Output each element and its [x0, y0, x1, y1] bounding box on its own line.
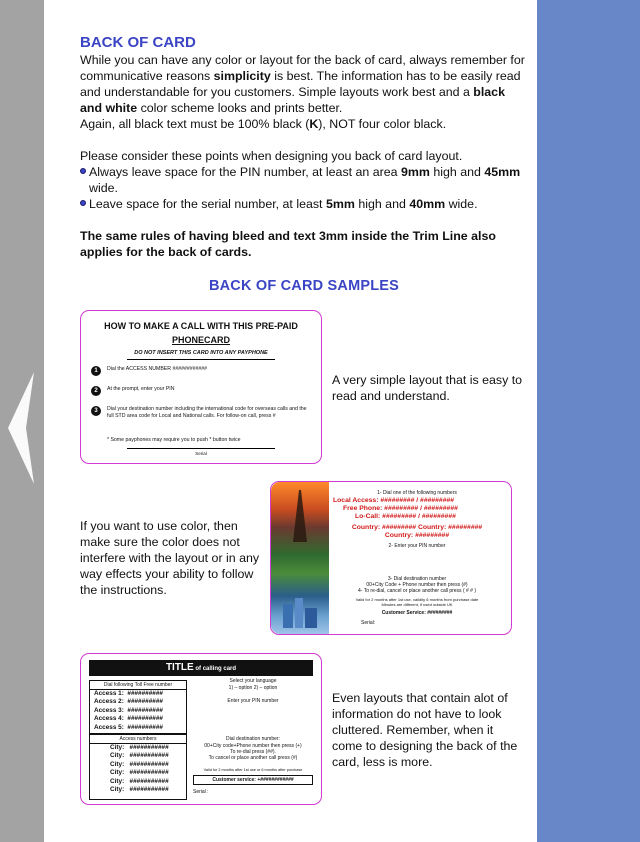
card3-title: TITLE — [165, 662, 194, 673]
step-text: Dial the ACCESS NUMBER ############ — [107, 366, 208, 372]
card3-language-options: 1) – option 2) – option — [228, 685, 278, 691]
card3-dest-1: Dial destination number: — [226, 736, 280, 742]
caption-detailed-layout: Even layouts that contain alot of information do not have to look cluttered. Remember, when it come to designing the back of the card, less is more. — [332, 691, 518, 769]
text-run: While you can have any color or layout for the back of card, always remember for communicative reasons — [80, 53, 525, 83]
text-run: wide. — [445, 197, 478, 211]
card3-title-suffix: of calling card — [193, 666, 237, 672]
sample-card-color — [270, 481, 512, 635]
card2-country-row: Country: ######### Country: ######### — [351, 524, 483, 531]
paragraph-intro — [80, 52, 528, 116]
text-run: Always leave space for the PIN number, at least an area — [89, 165, 401, 179]
step-text: Dial your destination number including the international code for overseas calls and the full STD area code for Local and National calls. For follow-on call, press # — [107, 406, 307, 419]
card2-dest-3: 4- To re-dial, cancel or place another call press ( # # ) — [357, 588, 477, 594]
city-row: City: ########### — [110, 769, 169, 777]
card2-instruction-1: 1- Dial one of the following numbers — [377, 490, 457, 496]
text-bold: 9mm — [401, 165, 430, 179]
card2-customer-service: Customer Service: ######### — [381, 610, 453, 616]
card2-serial: Serial: — [361, 620, 376, 626]
card2-enter-pin: 2- Enter your PIN number — [388, 543, 446, 549]
caption-simple-layout: A very simple layout that is easy to read and understand. — [332, 373, 523, 403]
text-run: high and — [429, 165, 485, 179]
card1-step — [91, 386, 311, 393]
text-bold: black and white — [80, 85, 505, 115]
bullet-pin-space — [80, 164, 528, 196]
text-bold: simplicity — [213, 69, 271, 83]
document-page — [44, 0, 537, 842]
card3-tollfree-box — [89, 680, 187, 734]
eiffel-tower-icon — [271, 482, 329, 634]
bullet-dot-icon — [80, 200, 86, 206]
text-bold: 5mm — [325, 197, 355, 211]
step-number-badge: 3 — [91, 406, 101, 416]
sample-card-simple — [80, 310, 322, 464]
card1-step — [91, 366, 311, 373]
text-run: 3mm — [318, 229, 348, 243]
card3-customer-service: Customer service: +############ — [193, 775, 313, 785]
samples-heading: BACK OF CARD SAMPLES — [208, 278, 400, 294]
paragraph-rules — [80, 228, 528, 260]
text-run: Leave space for the serial number, at least — [89, 197, 326, 211]
card1-title-line1: HOW TO MAKE A CALL WITH THIS PRE-PAID — [104, 321, 298, 331]
card1-divider — [127, 359, 275, 360]
step-number-badge: 2 — [91, 386, 101, 396]
text-bold: K — [309, 117, 319, 131]
section-heading: BACK OF CARD — [80, 34, 196, 51]
card3-enter-pin: Enter your PIN number — [227, 698, 279, 704]
card1-title — [81, 319, 321, 347]
card3-serial: Serial : — [193, 789, 209, 795]
card3-dest-2: 00+City code+Phone number then press (+) — [204, 743, 302, 749]
card2-valid-2: Minutes are different, if used outside UK — [381, 602, 453, 607]
card1-subtitle: DO NOT INSERT THIS CARD INTO ANY PAYPHONE — [134, 350, 268, 356]
card3-dest-3: To re-dial press (##). — [230, 749, 276, 755]
previous-page-arrow-icon[interactable] — [8, 372, 34, 484]
text-run: inside the Trim Line also applies for the back of cards. — [80, 229, 496, 259]
card2-local-access: Local Access: ######### / ######### — [333, 497, 455, 504]
card1-title-line2: PHONECARD — [171, 335, 230, 345]
text-run: ), NOT four color black. — [318, 117, 447, 131]
city-row: City: ########### — [110, 777, 169, 785]
access-row: Access 4: ########## — [94, 715, 163, 723]
card1-divider — [127, 448, 275, 449]
card2-dest-2: 00+City Code + Phone number then press (#) — [366, 582, 468, 588]
paragraph-black-text — [80, 116, 528, 132]
card1-serial: Serial — [195, 451, 207, 456]
bullet-dot-icon — [80, 168, 86, 174]
access-row: Access 5: ########## — [94, 723, 163, 731]
card2-country-single: Country: ######### — [384, 532, 450, 539]
access-row: Access 2: ########## — [94, 698, 163, 706]
step-text: At the prompt, enter your PIN — [107, 386, 175, 392]
city-row: City: ########### — [110, 752, 169, 760]
city-row: City: ########### — [110, 760, 169, 768]
card2-valid-1: Valid for 2 months after 1st use, validity 6 months from purchase date — [355, 597, 479, 602]
text-bold: 45mm — [484, 165, 521, 179]
card2-lo-call: Lo-Call: ######### / ######### — [355, 513, 456, 520]
card3-title-bar — [89, 660, 313, 676]
card3-tollfree-header: Dial following Toll Free number — [90, 681, 186, 690]
access-row: Access 3: ########## — [94, 706, 163, 714]
sample-card-detailed — [80, 653, 322, 805]
caption-color-layout: If you want to use color, then make sure the color does not interfere with the layout or in any way effects your ability to follow the instructions. — [80, 519, 260, 597]
card2-dest-1: 3- Dial destination number — [387, 576, 447, 582]
right-margin-strip — [537, 0, 640, 842]
card2-free-phone: Free Phone: ######### / ######### — [343, 505, 458, 512]
card1-note: * Some payphones may require you to push * button twice — [107, 437, 241, 443]
access-row: Access 1: ########## — [94, 690, 163, 697]
text-run: is best. The information has to be easily read and understandable for you customers. Simple layouts work best and a — [80, 69, 521, 99]
card3-dest-4: To cancel or place another call press (#) — [208, 755, 298, 761]
paragraph-consider: Please consider these points when designing you back of card layout. — [80, 149, 463, 163]
text-bold: 40mm — [409, 197, 446, 211]
card3-access-header: Access numbers — [90, 735, 186, 744]
city-row: City: ########### — [110, 786, 169, 794]
card3-access-box — [89, 734, 187, 800]
text-run: high and — [354, 197, 410, 211]
card2-photo-collage — [271, 482, 329, 634]
card3-valid: Valid for 2 months after 1st use or 6 months after purchase — [203, 768, 303, 772]
text-run: The same rules of having bleed and text — [80, 229, 319, 243]
content-column — [80, 34, 528, 294]
step-number-badge: 1 — [91, 366, 101, 376]
card3-language: Select your language — [229, 678, 277, 684]
text-run: color scheme looks and prints better. — [137, 101, 343, 115]
card1-step — [91, 406, 311, 420]
text-run: Again, all black text must be 100% black ( — [80, 117, 310, 131]
text-run: wide. — [89, 181, 118, 195]
bullet-serial-space — [80, 196, 528, 212]
city-row: City: ########### — [110, 744, 169, 751]
